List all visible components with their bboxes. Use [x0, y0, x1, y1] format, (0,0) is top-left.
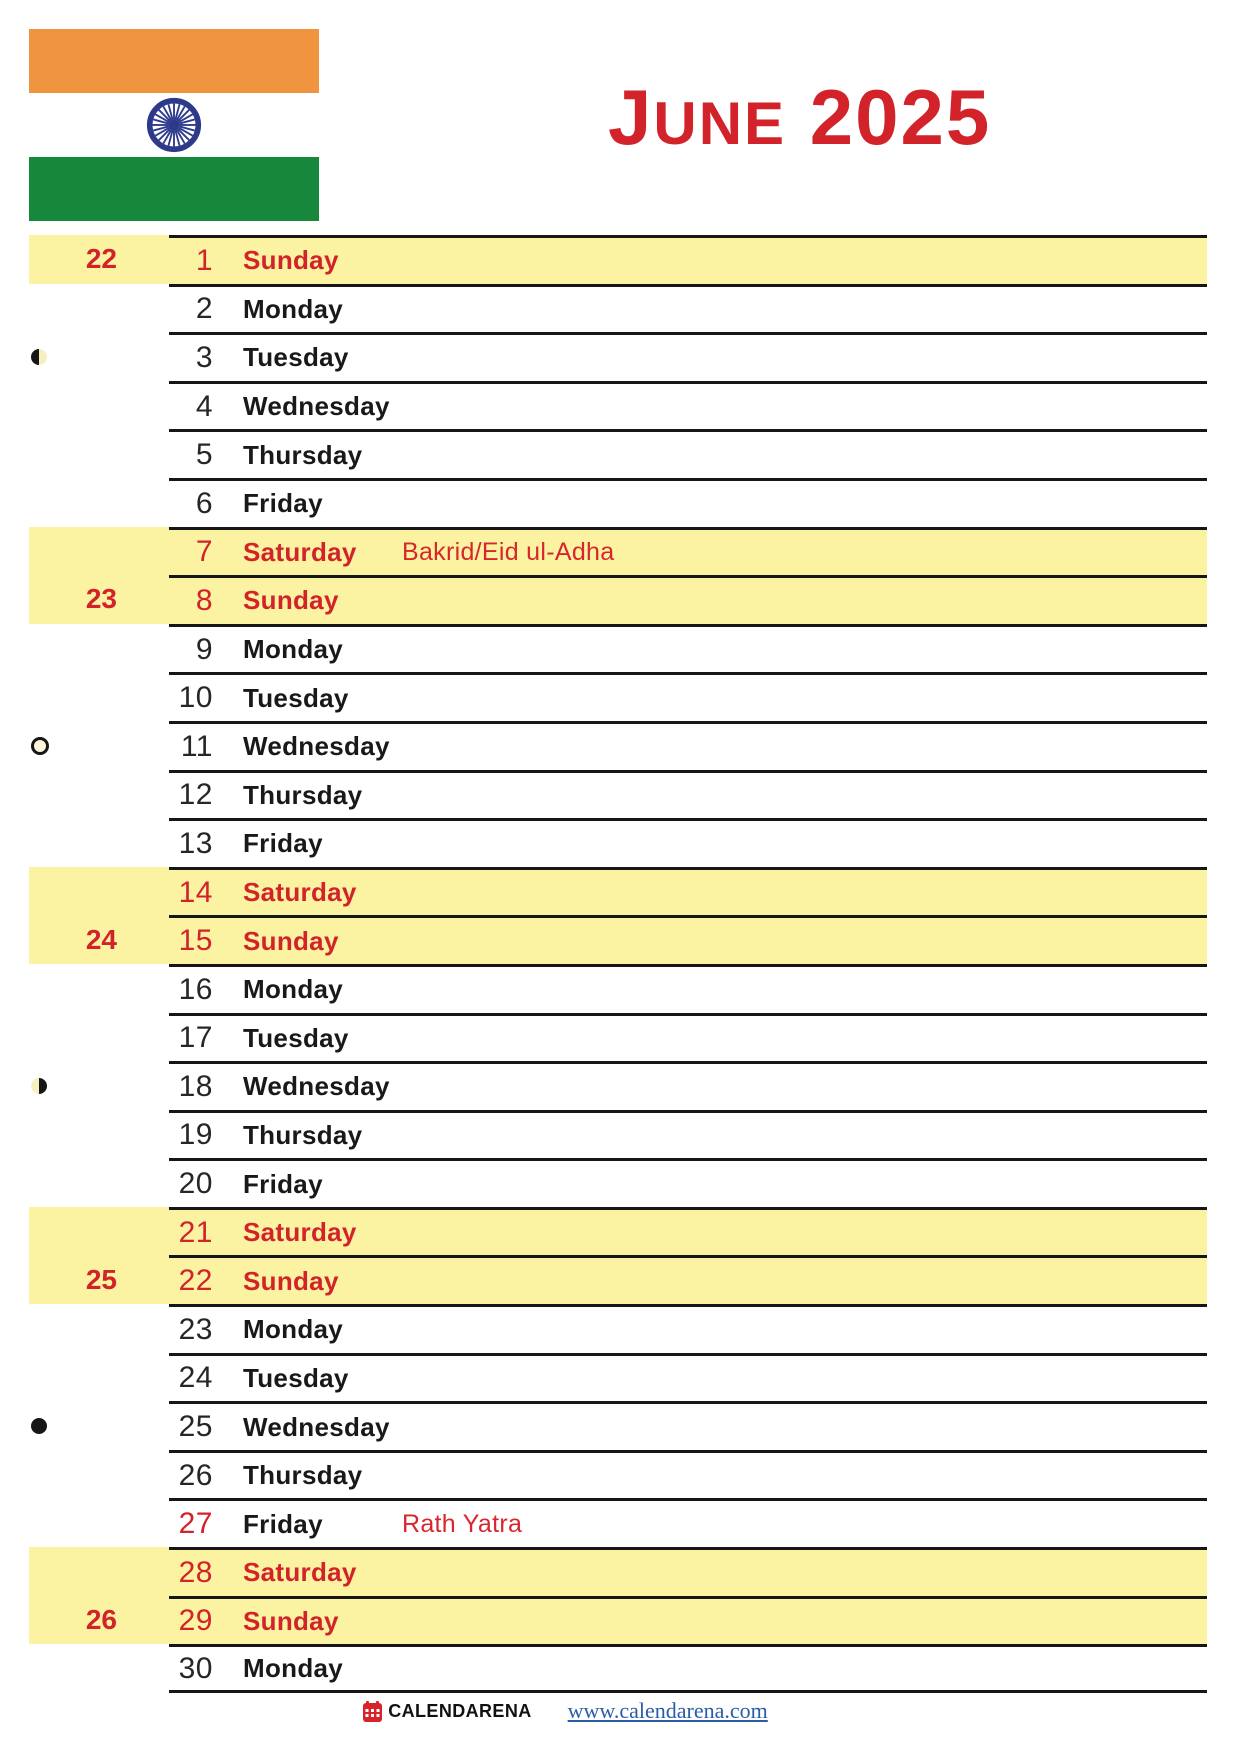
day-name: Thursday	[243, 439, 363, 470]
day-number: 23	[178, 1312, 213, 1346]
calendar-row	[169, 429, 1207, 478]
day-number: 22	[178, 1264, 213, 1298]
title-year: 2025	[786, 73, 992, 161]
calendar-row	[169, 964, 1207, 1013]
first-quarter-moon-icon	[31, 349, 47, 365]
day-number: 12	[178, 778, 213, 812]
calendar-row	[169, 1304, 1207, 1353]
india-flag	[29, 29, 319, 221]
website-link[interactable]: www.calendarena.com	[567, 1698, 768, 1723]
calendar-row	[169, 284, 1207, 333]
day-number: 13	[178, 826, 213, 860]
day-name: Friday	[243, 828, 323, 859]
day-name: Tuesday	[243, 342, 349, 373]
week-number: 26	[85, 1604, 117, 1636]
page-title	[608, 73, 992, 161]
day-number: 4	[195, 389, 213, 423]
calendar-row	[169, 1401, 1207, 1450]
day-number: 16	[178, 972, 213, 1006]
day-number: 30	[178, 1651, 213, 1685]
day-number: 27	[178, 1507, 213, 1541]
holiday-label: Rath Yatra	[402, 1509, 523, 1538]
calendar-row	[169, 1644, 1207, 1693]
day-name: Wednesday	[243, 1071, 390, 1102]
day-name: Tuesday	[243, 1022, 349, 1053]
calendar-row	[169, 818, 1207, 867]
calendar-row	[169, 1013, 1207, 1062]
calendar-row	[169, 1207, 1207, 1256]
day-name: Monday	[243, 974, 344, 1005]
calendar-row	[169, 575, 1207, 624]
calendar-row	[169, 381, 1207, 430]
day-number: 1	[195, 243, 213, 277]
day-name: Saturday	[243, 1217, 357, 1248]
day-name: Friday	[243, 488, 323, 519]
day-name: Sunday	[243, 1265, 339, 1296]
week-band	[29, 1547, 169, 1644]
day-number: 21	[178, 1215, 213, 1249]
calendar-row	[169, 672, 1207, 721]
week-number: 23	[85, 583, 117, 615]
calendar-icon	[362, 1700, 383, 1723]
calendar-row	[169, 1547, 1207, 1596]
day-number: 6	[195, 486, 213, 520]
week-number: 25	[85, 1263, 117, 1295]
new-moon-moon-icon	[31, 1418, 47, 1434]
calendar-row	[169, 624, 1207, 673]
day-name: Thursday	[243, 1119, 363, 1150]
day-name: Monday	[243, 634, 344, 665]
calendar-row	[169, 478, 1207, 527]
day-name: Wednesday	[243, 731, 390, 762]
calendar-row	[169, 1255, 1207, 1304]
calendar-row	[169, 1450, 1207, 1499]
calendar-row	[169, 1110, 1207, 1159]
day-number: 7	[195, 535, 213, 569]
last-quarter-moon-icon	[31, 1078, 47, 1094]
day-name: Wednesday	[243, 391, 390, 422]
day-number: 24	[178, 1361, 213, 1395]
week-band	[29, 235, 169, 284]
day-name: Saturday	[243, 877, 357, 908]
calendar-row	[169, 1498, 1207, 1547]
day-number: 25	[178, 1410, 213, 1444]
week-band	[29, 527, 169, 624]
day-number: 11	[180, 729, 213, 763]
day-name: Monday	[243, 1653, 344, 1684]
title-month-rest: UNE	[653, 90, 787, 157]
day-number: 26	[178, 1458, 213, 1492]
flag-green-band	[29, 157, 319, 221]
day-number: 9	[195, 632, 213, 666]
brand-logo	[362, 1700, 531, 1723]
calendar-row	[169, 332, 1207, 381]
calendar-row	[169, 235, 1207, 284]
day-number: 8	[195, 583, 213, 617]
calendar-row	[169, 1158, 1207, 1207]
calendar-row	[169, 1061, 1207, 1110]
calendar-rows	[169, 235, 1207, 1693]
flag-saffron-band	[29, 29, 319, 93]
day-name: Wednesday	[243, 1411, 390, 1442]
day-name: Sunday	[243, 1605, 339, 1636]
day-name: Sunday	[243, 245, 339, 276]
day-name: Thursday	[243, 779, 363, 810]
day-number: 18	[178, 1069, 213, 1103]
day-number: 20	[178, 1167, 213, 1201]
day-number: 2	[195, 292, 213, 326]
day-name: Monday	[243, 1314, 344, 1345]
day-number: 15	[178, 924, 213, 958]
day-name: Sunday	[243, 925, 339, 956]
day-number: 17	[178, 1021, 213, 1055]
full-moon-moon-icon	[31, 737, 49, 755]
day-name: Monday	[243, 293, 344, 324]
week-band	[29, 867, 169, 964]
calendar-row	[169, 721, 1207, 770]
calendar-row	[169, 770, 1207, 819]
day-name: Saturday	[243, 536, 357, 567]
day-name: Thursday	[243, 1460, 363, 1491]
day-number: 3	[195, 340, 213, 374]
calendar-row	[169, 1353, 1207, 1402]
calendar-row	[169, 867, 1207, 916]
day-name: Tuesday	[243, 1362, 349, 1393]
day-name: Friday	[243, 1168, 323, 1199]
day-number: 10	[178, 681, 213, 715]
day-number: 14	[178, 875, 213, 909]
week-band	[29, 1207, 169, 1304]
day-name: Tuesday	[243, 682, 349, 713]
brand-name: CALENDARENA	[388, 1700, 532, 1721]
day-number: 28	[178, 1555, 213, 1589]
day-number: 29	[178, 1604, 213, 1638]
calendar-row	[169, 527, 1207, 576]
week-number: 22	[85, 243, 117, 275]
ashoka-chakra-icon	[146, 97, 202, 153]
day-name: Saturday	[243, 1557, 357, 1588]
day-name: Sunday	[243, 585, 339, 616]
holiday-label: Bakrid/Eid ul-Adha	[402, 537, 615, 566]
footer	[0, 1698, 1240, 1724]
title-month-initial: J	[608, 73, 654, 161]
week-number: 24	[85, 923, 117, 955]
day-number: 5	[195, 438, 213, 472]
day-name: Friday	[243, 1508, 323, 1539]
calendar-row	[169, 1596, 1207, 1645]
calendar-row	[169, 915, 1207, 964]
day-number: 19	[178, 1118, 213, 1152]
